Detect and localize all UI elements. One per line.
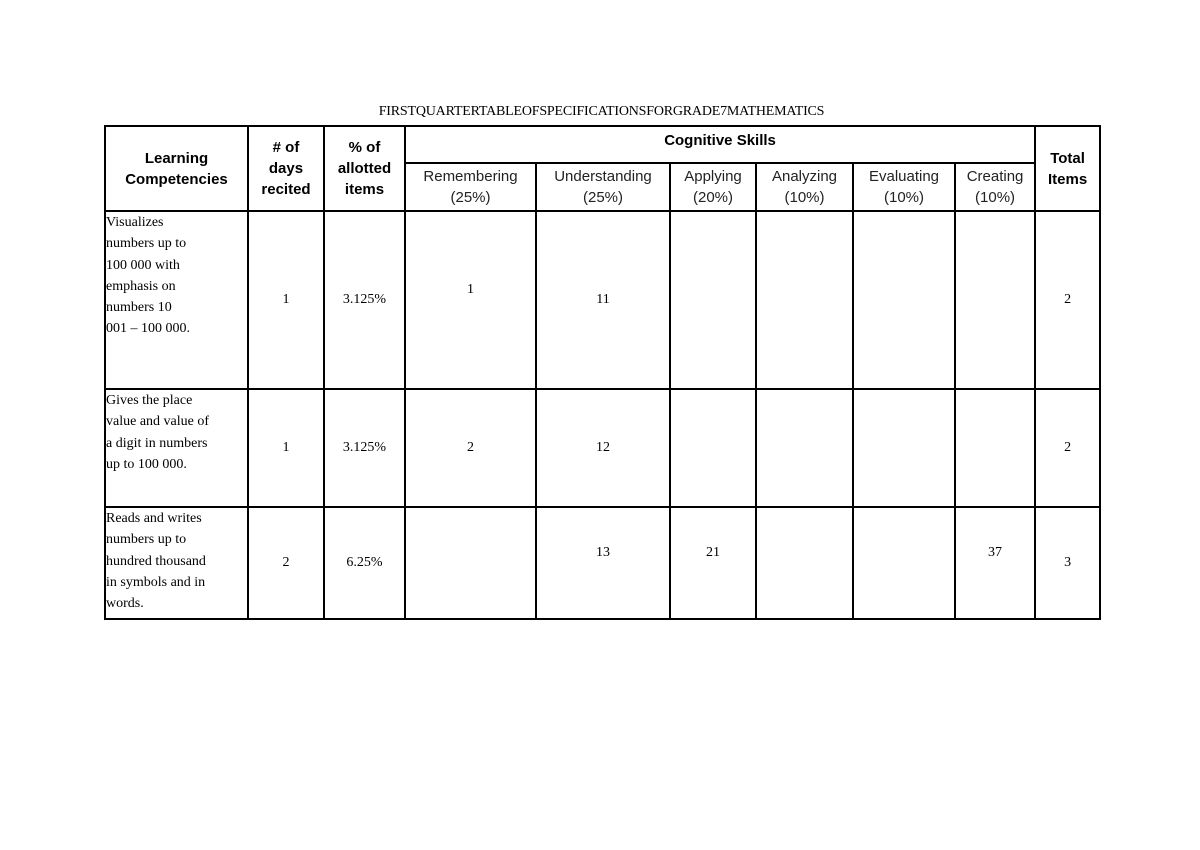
skill-name: Remembering	[423, 168, 518, 185]
evaluating-cell	[853, 507, 955, 619]
days-cell: 2	[248, 507, 324, 619]
skill-percent: (10%)	[784, 189, 825, 206]
remembering-cell: 2	[405, 389, 536, 507]
skill-percent: (25%)	[450, 189, 491, 206]
skill-header-analyzing	[756, 163, 853, 211]
applying-cell: 21	[670, 507, 756, 619]
skill-name: Evaluating	[868, 168, 940, 185]
percent-cell: 3.125%	[324, 389, 405, 507]
header-text: Items	[1047, 170, 1088, 188]
analyzing-cell	[756, 211, 853, 389]
competency-line: words.	[106, 596, 144, 612]
skill-name: Analyzing	[771, 168, 838, 185]
header-text: Learning	[144, 149, 209, 167]
table-row	[105, 211, 1100, 389]
competency-line: Reads and writes	[106, 511, 202, 526]
competency-line: numbers up to	[106, 236, 187, 252]
skill-percent: (20%)	[692, 189, 733, 206]
applying-cell	[670, 389, 756, 507]
creating-cell	[955, 211, 1035, 389]
creating-cell: 37	[955, 507, 1035, 619]
competency-line: Visualizes	[106, 215, 164, 230]
document-title: FIRSTQUARTERTABLEOFSPECIFICATIONSFORGRADE7MATHEMATICS	[378, 104, 825, 119]
skill-header-understanding	[536, 163, 670, 211]
header-text: recited	[261, 181, 311, 198]
days-cell: 1	[248, 389, 324, 507]
percent-cell: 6.25%	[324, 507, 405, 619]
header-text: # of	[272, 139, 300, 156]
competency-cell	[105, 507, 248, 619]
understanding-cell: 11	[536, 211, 670, 389]
total-cell: 3	[1035, 507, 1100, 619]
remembering-cell	[405, 507, 536, 619]
header-total-items	[1035, 126, 1100, 211]
header-text: allotted	[337, 160, 392, 177]
understanding-cell: 12	[536, 389, 670, 507]
skill-percent: (10%)	[883, 189, 924, 206]
header-text: % of	[348, 139, 381, 156]
skill-header-creating	[955, 163, 1035, 211]
header-text: items	[344, 181, 385, 198]
competency-line: a digit in numbers	[106, 435, 208, 451]
competency-line: up to 100 000.	[106, 456, 187, 472]
header-percent-allotted	[324, 126, 405, 211]
total-cell: 2	[1035, 211, 1100, 389]
creating-cell	[955, 389, 1035, 507]
evaluating-cell	[853, 389, 955, 507]
header-text: Competencies	[125, 170, 228, 188]
skill-header-evaluating	[853, 163, 955, 211]
skill-name: Applying	[684, 168, 742, 185]
skill-header-applying	[670, 163, 756, 211]
competency-line: in symbols and in	[106, 574, 206, 590]
table-row	[105, 507, 1100, 619]
skill-name: Understanding	[554, 168, 652, 185]
analyzing-cell	[756, 507, 853, 619]
competency-line: value and value of	[106, 414, 210, 430]
specifications-table	[104, 125, 1101, 620]
competency-line: numbers up to	[106, 532, 187, 548]
competency-cell	[105, 389, 248, 507]
header-row-1	[105, 126, 1100, 163]
header-learning-competencies	[105, 126, 248, 211]
competency-line: numbers 10	[106, 300, 172, 316]
skill-name: Creating	[966, 168, 1024, 185]
days-cell: 1	[248, 211, 324, 389]
header-text: Total	[1050, 149, 1085, 167]
competency-line: 001 – 100 000.	[106, 321, 190, 337]
skill-percent: (10%)	[975, 189, 1016, 206]
total-cell: 2	[1035, 389, 1100, 507]
percent-cell: 3.125%	[324, 211, 405, 389]
competency-line: 100 000 with	[106, 257, 180, 273]
competency-line: hundred thousand	[106, 553, 206, 569]
skill-percent: (25%)	[582, 189, 623, 206]
applying-cell	[670, 211, 756, 389]
header-cognitive-skills: Cognitive Skills	[405, 126, 1035, 163]
header-days-recited	[248, 126, 324, 211]
competency-line: Gives the place	[106, 393, 193, 408]
analyzing-cell	[756, 389, 853, 507]
competency-line: emphasis on	[106, 278, 176, 294]
competency-cell	[105, 211, 248, 389]
evaluating-cell	[853, 211, 955, 389]
header-text: days	[268, 160, 304, 177]
understanding-cell: 13	[536, 507, 670, 619]
remembering-cell: 1	[405, 211, 536, 389]
skill-header-remembering	[405, 163, 536, 211]
table-row	[105, 389, 1100, 507]
